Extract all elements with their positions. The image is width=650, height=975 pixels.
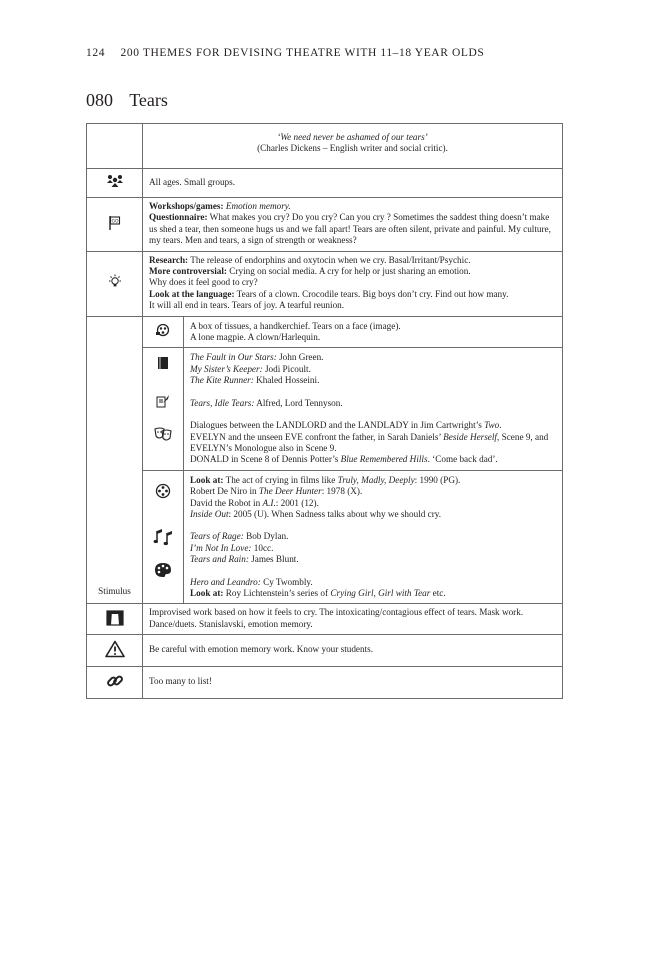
play-2-title: Beside Herself <box>443 431 497 442</box>
research-value: The release of endorphins and oxytocin when we cry. Basal/Irritant/Psychic. <box>190 254 471 265</box>
films-look-title: Truly, Madly, Deeply <box>337 474 415 485</box>
stage-line-1: Improvised work based on how it feels to cry. The intoxicating/contagious effect of tears. Mask work. <box>149 607 524 618</box>
media-icons <box>143 470 184 603</box>
links-text: Too many to list! <box>143 667 563 699</box>
film-2-text: Robert De Niro in <box>190 486 259 497</box>
film-3-title: A.I. <box>262 497 276 508</box>
workshops-row <box>87 198 563 252</box>
ages-text: All ages. Small groups. <box>143 169 563 198</box>
controversial-label: More controversial: <box>149 266 227 277</box>
running-head <box>86 47 484 59</box>
film-3-text: David the Robot in <box>190 497 263 508</box>
lightbulb-icon <box>87 251 143 316</box>
warning-row <box>87 635 563 667</box>
theme-table <box>86 123 563 699</box>
film-4-title: Inside Out <box>190 508 229 519</box>
objects-text <box>184 317 563 348</box>
literature-icons <box>143 348 184 470</box>
art-title: Hero and Leandro: <box>190 576 261 587</box>
film-2-end: : 1978 (X). <box>321 486 363 497</box>
art-look-title: Crying Girl, Girl with Tear <box>330 587 431 598</box>
stimulus-label: Stimulus <box>87 316 143 604</box>
objects-line-2: A lone magpie. A clown/Harlequin. <box>190 332 321 343</box>
media-text <box>184 470 563 603</box>
book-3-author: Khaled Hosseini. <box>256 375 320 386</box>
research-label: Research: <box>149 254 189 265</box>
music-notes-icon <box>143 528 183 549</box>
film-2-title: The Deer Hunter <box>258 486 322 497</box>
film-reel-icon <box>155 491 171 501</box>
song-2-title: I’m Not In Love: <box>190 542 252 553</box>
play-2-text: EVELYN and the unseen EVE confront the father, in Sarah Daniels’ <box>190 431 444 442</box>
chapter-heading <box>86 90 168 111</box>
objects-line-1: A box of tissues, a handkerchief. Tears on a face (image). <box>190 320 401 331</box>
questionnaire-label: Questionnaire: <box>149 212 208 223</box>
play-3-title: Blue Remembered Hills <box>340 454 428 465</box>
play-3-text: DONALD in Scene 8 of Dennis Potter’s <box>190 454 341 465</box>
book-title: 200 THEMES FOR DEVISING THEATRE WITH 11–18 YEAR OLDS <box>120 47 485 59</box>
stimulus-row <box>87 316 563 604</box>
theatre-masks-icon <box>143 427 183 444</box>
link-chain-icon <box>87 667 143 699</box>
research-cell <box>143 251 563 316</box>
films-look-end: : 1990 (PG). <box>414 474 461 485</box>
workshops-cell <box>143 198 563 252</box>
stage-cell <box>143 604 563 635</box>
stage-icon <box>87 604 143 635</box>
book-3-title: The Kite Runner: <box>190 375 254 386</box>
stimulus-table <box>143 317 562 604</box>
flag-icon <box>87 198 143 252</box>
warning-text: Be careful with emotion memory work. Know your students. <box>143 635 563 667</box>
page-number: 124 <box>86 47 106 59</box>
empty-icon-cell <box>87 124 143 169</box>
stimulus-literature-row <box>143 348 562 470</box>
song-2-artist: 10cc. <box>253 542 274 553</box>
films-look-value: The act of crying in films like <box>225 474 338 485</box>
stage-line-2: Dance/duets. Stanislavski, emotion memory. <box>149 618 313 629</box>
group-people-icon <box>87 169 143 198</box>
questionnaire-value: What makes you cry? Do you cry? Can you cry ? Sometimes the saddest thing doesn’t make us shed a tear, then someone hugs us and we fall apart! Tears are often silent, private and painful. My culture, my tears. Men and tears, a sign of strength or weakness? <box>149 212 551 246</box>
chapter-title: Tears <box>129 90 168 110</box>
links-row <box>87 667 563 699</box>
warning-triangle-icon <box>87 635 143 667</box>
song-3-title: Tears and Rain: <box>190 554 249 565</box>
song-1-artist: Bob Dylan. <box>246 531 289 542</box>
quill-paper-icon <box>143 394 183 411</box>
quote-cell <box>143 124 563 169</box>
controversial-value: Crying on social media. A cry for help or just sharing an emotion. <box>229 266 471 277</box>
research-question: Why does it feel good to cry? <box>149 277 258 288</box>
language-label: Look at the language: <box>149 288 235 299</box>
book-2-author: Jodi Picoult. <box>264 363 311 374</box>
palette-icon <box>143 562 183 581</box>
literature-text <box>184 348 563 470</box>
play-1-end: . <box>499 420 502 431</box>
poem-title: Tears, Idle Tears: <box>190 397 255 408</box>
workshops-label: Workshops/games: <box>149 201 224 211</box>
play-3-end: . ‘Come back dad’. <box>427 454 498 465</box>
quote-text: ‘We need never be ashamed of our tears’ <box>277 132 428 142</box>
art-look-end: etc. <box>430 587 446 598</box>
research-closing: It will all end in tears. Tears of joy. A tearful reunion. <box>149 300 345 311</box>
book-1-title: The Fault in Our Stars: <box>190 352 277 363</box>
song-1-title: Tears of Rage: <box>190 531 244 542</box>
stage-row <box>87 604 563 635</box>
book-2-title: My Sister’s Keeper: <box>190 363 263 374</box>
ages-row <box>87 169 563 198</box>
chapter-number: 080 <box>86 90 113 110</box>
play-1-text: Dialogues between the LANDLORD and the LANDLADY in Jim Cartwright’s <box>190 420 485 431</box>
play-2-end: , Scene 9, and EVELYN’s Monologue also in Scene 9. <box>190 431 549 453</box>
films-look-label: Look at: <box>190 474 224 485</box>
workshops-value: Emotion memory. <box>225 201 291 211</box>
stimulus-cell <box>143 316 563 604</box>
book-1-author: John Green. <box>279 352 324 363</box>
stimulus-media-row <box>143 470 562 603</box>
quote-attribution: (Charles Dickens – English writer and social critic). <box>257 143 448 154</box>
film-3-end: : 2001 (12). <box>275 497 319 508</box>
art-artist: Cy Twombly. <box>263 576 313 587</box>
language-value: Tears of a clown. Crocodile tears. Big boys don’t cry. Find out how many. <box>236 288 509 299</box>
stimulus-objects-row <box>143 317 562 348</box>
research-row <box>87 251 563 316</box>
art-look-value: Roy Lichtenstein’s series of <box>225 587 331 598</box>
book-icon <box>157 362 169 372</box>
quote-row <box>87 124 563 169</box>
song-3-artist: James Blunt. <box>251 554 299 565</box>
objects-icon <box>143 317 184 348</box>
svg-text:GO: GO <box>110 219 119 225</box>
art-look-label: Look at: <box>190 587 224 598</box>
poem-author: Alfred, Lord Tennyson. <box>256 397 343 408</box>
play-1-title: Two <box>484 420 500 431</box>
film-4-end: : 2005 (U). When Sadness talks about why we should cry. <box>228 508 442 519</box>
